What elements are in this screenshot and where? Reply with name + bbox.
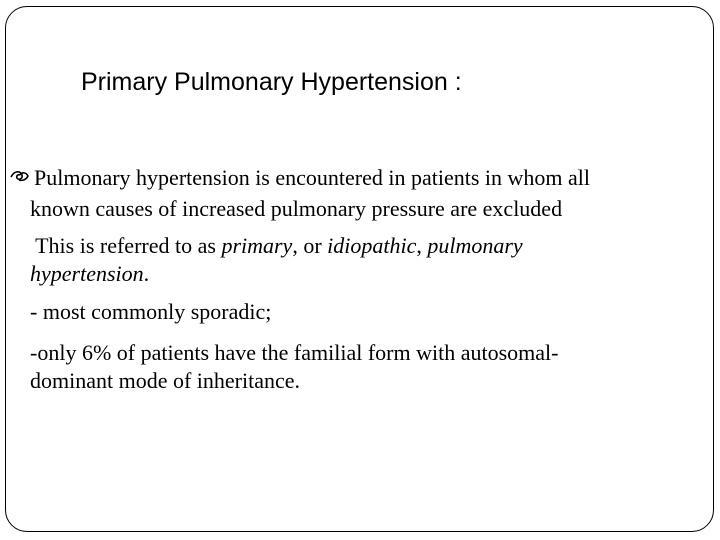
paragraph3-line1: -only 6% of patients have the familial form with autosomal-	[30, 340, 559, 365]
term-idiopathic: idiopathic	[327, 233, 417, 258]
paragraph1-line2: known causes of increased pulmonary pressure are excluded	[30, 196, 563, 221]
paragraph2-line1	[30, 233, 523, 259]
paragraph2-line2	[30, 261, 149, 287]
term-hypertension: hypertension	[30, 261, 144, 286]
paragraph1-line1: Pulmonary hypertension is encountered in patients in whom all	[34, 165, 591, 190]
paragraph2-text-4: .	[143, 261, 150, 286]
paragraph2-text-1: This is referred to as	[30, 233, 222, 258]
term-pulmonary: pulmonary	[427, 233, 523, 258]
sporadic-line: - most commonly sporadic;	[30, 299, 272, 324]
flourish-bullet-icon	[8, 166, 30, 188]
paragraph2-text-3: ,	[416, 233, 428, 258]
paragraph3-line2: dominant mode of inheritance.	[30, 368, 301, 393]
term-primary: primary	[221, 233, 293, 258]
paragraph2-text-2: , or	[292, 233, 328, 258]
slide-title: Primary Pulmonary Hypertension :	[81, 68, 462, 96]
